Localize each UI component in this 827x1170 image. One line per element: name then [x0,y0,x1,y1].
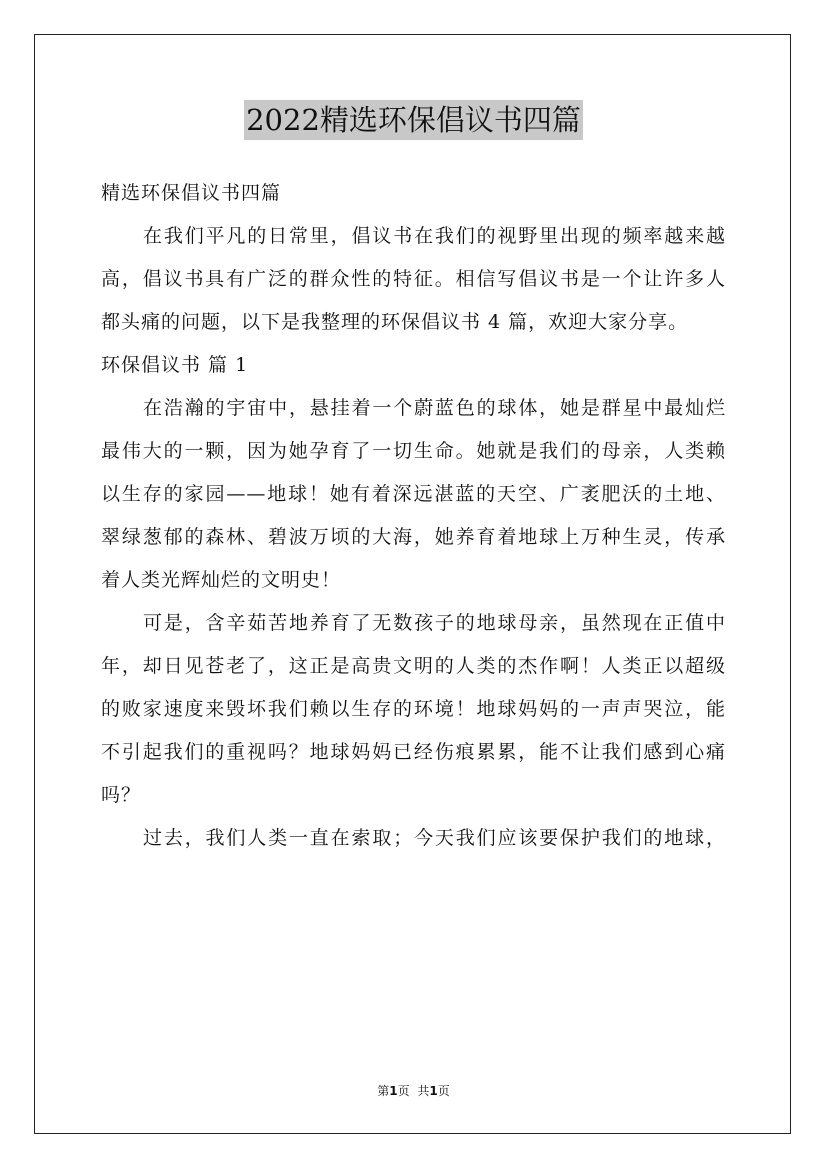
text-line: 以生存的家园——地球！她有着深远湛蓝的天空、广袤肥沃的土地、 [101,483,726,505]
footer-total-prefix: 共 [417,1084,430,1098]
text-line: 在浩瀚的宇宙中，悬挂着一个蔚蓝色的球体，她是群星中最灿烂 [143,397,726,419]
text-line: 可是，含辛茹苦地养育了无数孩子的地球母亲，虽然现在正值中 [143,612,726,634]
page-footer [0,1082,827,1100]
text-line: 不引起我们的重视吗？地球妈妈已经伤痕累累，能不让我们感到心痛 [101,741,726,763]
text-line: 都头痛的问题，以下是我整理的环保倡议书 4 篇，欢迎大家分享。 [101,311,689,333]
text-line: 翠绿葱郁的森林、碧波万顷的大海，她养育着地球上万种生灵，传承 [101,526,726,548]
footer-total-number: 1 [429,1084,438,1098]
document-title: 2022精选环保倡议书四篇 [244,100,583,140]
title-wrap [0,100,827,140]
text-line: 精选环保倡议书四篇 [101,182,282,204]
text-line: 的败家速度来毁坏我们赖以生存的环境！地球妈妈的一声声哭泣，能 [101,698,726,720]
text-line: 环保倡议书 篇 1 [101,354,249,376]
text-line: 最伟大的一颗，因为她孕育了一切生命。她就是我们的母亲，人类赖 [101,440,726,462]
text-line: 过去，我们人类一直在索取；今天我们应该要保护我们的地球， [143,827,726,849]
text-line: 在我们平凡的日常里，倡议书在我们的视野里出现的频率越来越 [143,225,726,247]
footer-page-prefix: 第 [377,1084,390,1098]
footer-page-suffix: 页 [397,1084,410,1098]
text-line: 着人类光辉灿烂的文明史！ [101,569,342,591]
text-line: 年，却日见苍老了，这正是高贵文明的人类的杰作啊！人类正以超级 [101,655,726,677]
text-line: 高，倡议书具有广泛的群众性的特征。相信写倡议书是一个让许多人 [101,268,726,290]
footer-page-number: 1 [389,1084,398,1098]
footer-total-suffix: 页 [437,1084,450,1098]
text-line: 吗？ [101,784,142,806]
document-body [101,172,726,860]
